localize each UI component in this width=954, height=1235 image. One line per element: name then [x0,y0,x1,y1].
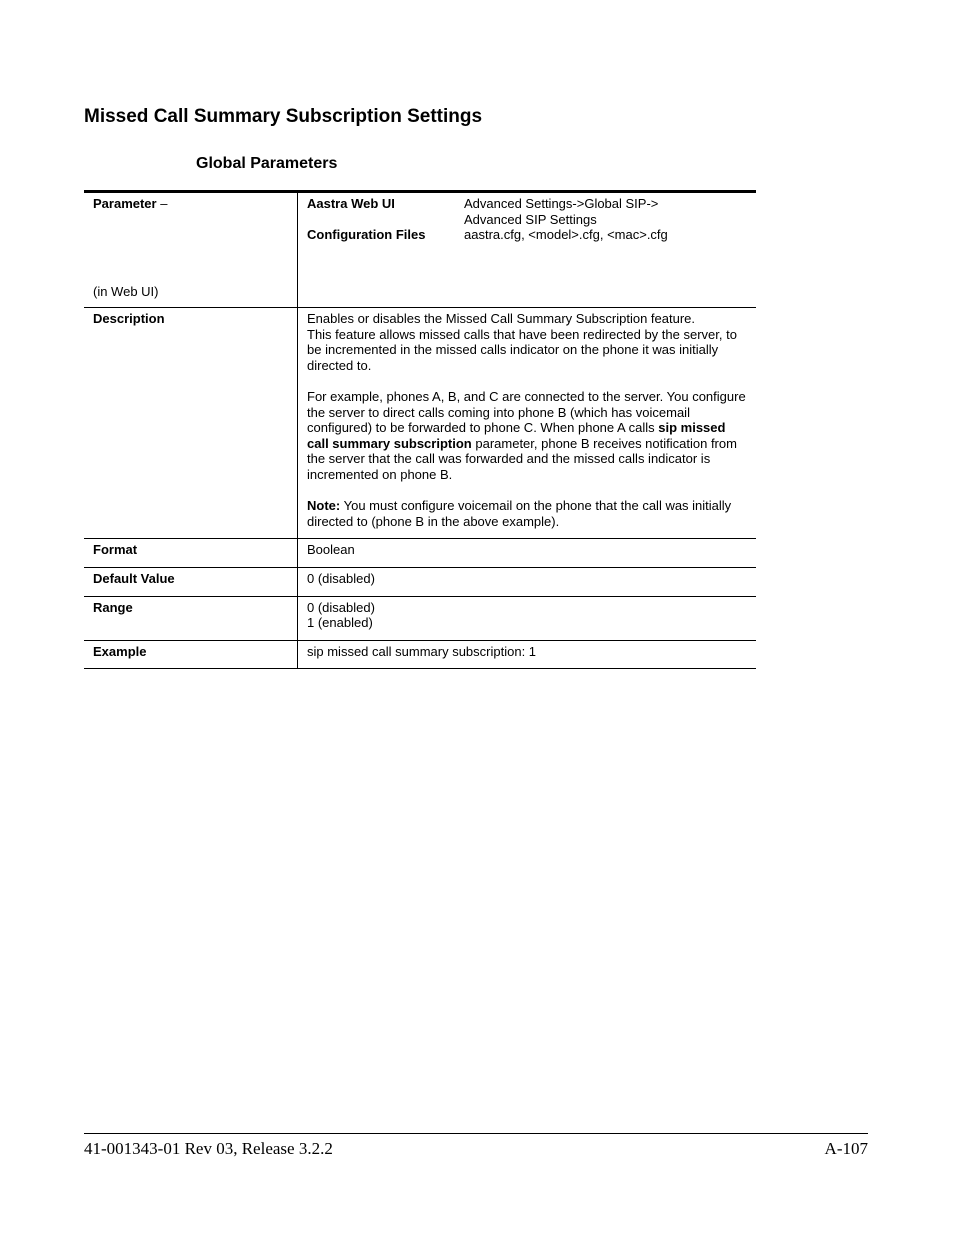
description-p2-before: For example, phones A, B, and C are connected to the server. You configure the server to direct calls coming into phone B (which has voicemail configured) to be forwarded to phone C. When phone A calls [307,388,746,436]
table-row-default-value [84,567,756,596]
web-ui-value-line1: Advanced Settings->Global SIP-> [464,196,659,211]
example-value: sip missed call summary subscription: 1 [298,640,757,669]
range-label: Range [84,596,298,640]
web-ui-value-line2: Advanced SIP Settings [464,211,597,227]
footer-page-number: A-107 [824,1139,868,1158]
format-label: Format [84,539,298,568]
description-paragraph-2 [307,389,748,483]
section-title: Missed Call Summary Subscription Settings [84,106,483,127]
description-p2-after: parameter, phone B receives notification from the server that the call was forwarded and the missed calls indicator is incremented on phone B. [307,435,737,482]
footer-rule [84,1133,868,1134]
range-value-line1: 0 (disabled) [307,599,375,615]
note-text: You must configure voicemail on the phone that the call was initially directed to (phone B in the above example). [307,498,732,529]
description-value-cell [298,308,757,539]
example-label: Example [84,640,298,669]
note-label: Note: [307,498,341,514]
default-value-label: Default Value [84,567,298,596]
parameter-label-cell [84,192,298,308]
description-p1-rest: This feature allows missed calls that have been redirected by the server, to be incremented in the missed calls indicator on the phone it was initially directed to. [307,326,737,373]
description-paragraph-1 [307,311,748,373]
web-ui-key: Aastra Web UI [307,196,395,211]
parameter-value-cell [298,192,757,308]
parameter-table [84,190,756,669]
table-row-range [84,596,756,640]
description-p1-line1: Enables or disables the Missed Call Summary Subscription feature. [307,311,696,326]
in-web-ui-label: (in Web UI) [93,284,159,300]
table-row-example [84,640,756,669]
range-value-line2: 1 (enabled) [307,615,373,631]
default-value-value: 0 (disabled) [298,567,757,596]
parameter-label-dash: – [156,196,168,211]
subsection-title: Global Parameters [196,155,338,172]
config-files-value: aastra.cfg, <model>.cfg, <mac>.cfg [464,227,668,243]
format-value: Boolean [298,539,757,568]
description-label: Description [84,308,298,539]
range-value-cell [298,596,757,640]
description-p2-bold: sip missed call summary subscription [307,420,726,451]
table-row-format [84,539,756,568]
footer-document-id: 41-001343-01 Rev 03, Release 3.2.2 [84,1139,333,1158]
description-note [307,498,748,529]
table-row-description [84,308,756,539]
config-files-key: Configuration Files [307,227,426,243]
table-row-parameter [84,192,756,308]
parameter-label: Parameter [93,196,157,211]
